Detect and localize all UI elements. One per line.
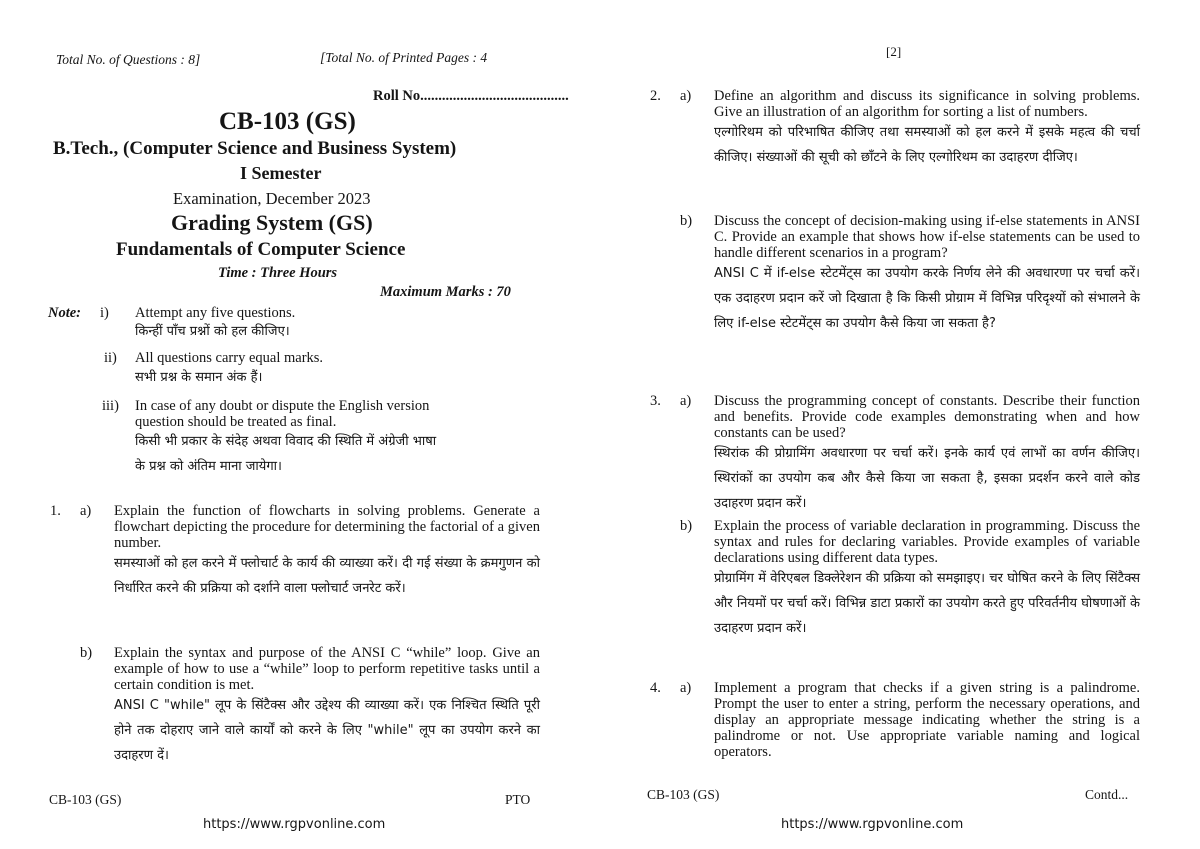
question-2a	[714, 88, 1140, 170]
question-2b-hi: ANSI C में if-else स्टेटमेंट्स का उपयोग करके निर्णय लेने की अवधारणा पर चर्चा करें। एक उदाहरण प्रदान करें जो दिखाता है कि किसी प्रोग्राम में विभिन्न परिदृश्यों को संभालने के लिए if-else स्टेटमेंट्स का उपयोग कैसे किया जा सकता है?	[714, 266, 1140, 331]
course-title: B.Tech., (Computer Science and Business System)	[53, 138, 457, 159]
question-1b-label: b)	[80, 645, 93, 661]
question-2-number: 2.	[650, 88, 661, 104]
question-3a	[714, 393, 1140, 516]
question-1a-en: Explain the function of flowcharts in solving problems. Generate a flowchart depicting the procedure for determining the factorial of a given number.	[114, 503, 540, 551]
total-questions: Total No. of Questions : 8]	[56, 52, 201, 67]
grading-system: Grading System (GS)	[171, 210, 373, 235]
time-allowed: Time : Three Hours	[218, 265, 338, 281]
note-3-en-2: question should be treated as final.	[135, 414, 337, 430]
footer-url: https://www.rgpvonline.com	[203, 817, 386, 832]
question-4a-en: Implement a program that checks if a given string is a palindrome. Prompt the user to enter a string, perform the necessary operations, and display an appropriate message indicating whether the string is a palindrome or not. Use appropriate variable naming and logical operators.	[714, 680, 1140, 760]
footer-code: CB-103 (GS)	[647, 787, 720, 802]
note-1-hi: किन्हीं पाँच प्रश्नों को हल कीजिए।	[135, 324, 290, 339]
question-2b-label: b)	[680, 213, 693, 229]
question-2b-body	[714, 213, 1140, 336]
note-1-num: i)	[100, 305, 109, 321]
question-3b-body	[714, 518, 1140, 641]
paper-code-title: CB-103 (GS)	[219, 108, 356, 135]
subject-title: Fundamentals of Computer Science	[116, 239, 406, 260]
roll-no: Roll No.........................................	[373, 88, 569, 104]
question-2b-en: Discuss the concept of decision-making using if-else statements in ANSI C. Provide an example that shows how if-else statements can be used to handle different scenarios in a program?	[714, 213, 1140, 261]
note-1-en: Attempt any five questions.	[135, 305, 296, 321]
question-4a-label: a)	[680, 680, 692, 696]
question-1a-label: a)	[80, 503, 92, 519]
total-pages: [Total No. of Printed Pages : 4	[320, 50, 488, 65]
question-1b-en: Explain the syntax and purpose of the ANSI C “while” loop. Give an example of how to use a “while” loop to perform repetitive tasks until a certain condition is met.	[114, 645, 540, 693]
question-3a-label: a)	[680, 393, 692, 409]
question-1-number: 1.	[50, 503, 61, 519]
note-3-hi-1: किसी भी प्रकार के संदेह अथवा विवाद की स्थिति में अंग्रेजी भाषा	[135, 434, 437, 449]
note-2-hi: सभी प्रश्न के समान अंक हैं।	[135, 370, 263, 385]
footer-pto: PTO	[505, 792, 531, 807]
question-1b-hi: ANSI C "while" लूप के सिंटैक्स और उद्देश्य की व्याख्या करें। एक निश्चित स्थिति पूरी होने तक दोहराए जाने वाले कार्यों को करने के लिए "while" लूप का उपयोग करने का उदाहरण दें।	[114, 698, 540, 763]
note-3-num: iii)	[102, 398, 119, 414]
question-3-number: 3.	[650, 393, 661, 409]
note-2-num: ii)	[104, 350, 117, 366]
footer-contd: Contd...	[1085, 787, 1129, 802]
question-2a-en: Define an algorithm and discuss its significance in solving problems. Give an illustration of an algorithm for sorting a list of numbers.	[714, 88, 1140, 120]
page-number: [2]	[886, 44, 902, 59]
semester: I Semester	[240, 163, 322, 183]
exam-session: Examination, December 2023	[173, 189, 371, 208]
question-4-number: 4.	[650, 680, 661, 696]
question-2a-hi: एल्गोरिथम को परिभाषित कीजिए तथा समस्याओं को हल करने में इसके महत्व की चर्चा कीजिए। संख्याओं की सूची को छाँटने के लिए एल्गोरिथम का उदाहरण दीजिए।	[714, 125, 1140, 165]
max-marks: Maximum Marks : 70	[380, 284, 511, 300]
note-2-en: All questions carry equal marks.	[135, 350, 324, 366]
question-3b-en: Explain the process of variable declaration in programming. Discuss the syntax and rules for declaring variables. Provide examples of variable declarations using different data types.	[714, 518, 1140, 566]
footer-url: https://www.rgpvonline.com	[781, 817, 964, 832]
note-3-hi-2: के प्रश्न को अंतिम माना जायेगा।	[135, 459, 282, 474]
note-label: Note:	[48, 305, 82, 321]
question-4a	[714, 680, 1140, 760]
question-3b-label: b)	[680, 518, 693, 534]
right-page	[600, 0, 1200, 849]
question-3a-en: Discuss the programming concept of constants. Describe their function and benefits. Provide code examples demonstrating when and how constants can be used?	[714, 393, 1140, 441]
question-3a-hi: स्थिरांक की प्रोग्रामिंग अवधारणा पर चर्चा करें। इनके कार्य एवं लाभों का वर्णन कीजिए। स्थिरांकों का उपयोग कब और कैसे किया जा सकता है, इसका प्रदर्शन करने वाले कोड उदाहरण प्रदान करें।	[714, 446, 1140, 511]
question-1a	[114, 503, 540, 601]
question-1a-hi: समस्याओं को हल करने में फ्लोचार्ट के कार्य की व्याख्या करें। दी गई संख्या के क्रमगुणन को निर्धारित करने की प्रक्रिया को दर्शाने वाला फ्लोचार्ट जनरेट करें।	[114, 556, 540, 596]
footer-code: CB-103 (GS)	[49, 792, 122, 807]
note-3-en-1: In case of any doubt or dispute the English version	[135, 398, 430, 414]
question-2a-label: a)	[680, 88, 692, 104]
question-3b-hi: प्रोग्रामिंग में वेरिएबल डिक्लेरेशन की प्रक्रिया को समझाइए। चर घोषित करने के लिए सिंटैक्स और नियमों पर चर्चा करें। विभिन्न डाटा प्रकारों का उपयोग करते हुए परिवर्तनीय घोषणाओं के उदाहरण प्रदान करें।	[714, 571, 1140, 636]
question-1b-body	[114, 645, 540, 768]
